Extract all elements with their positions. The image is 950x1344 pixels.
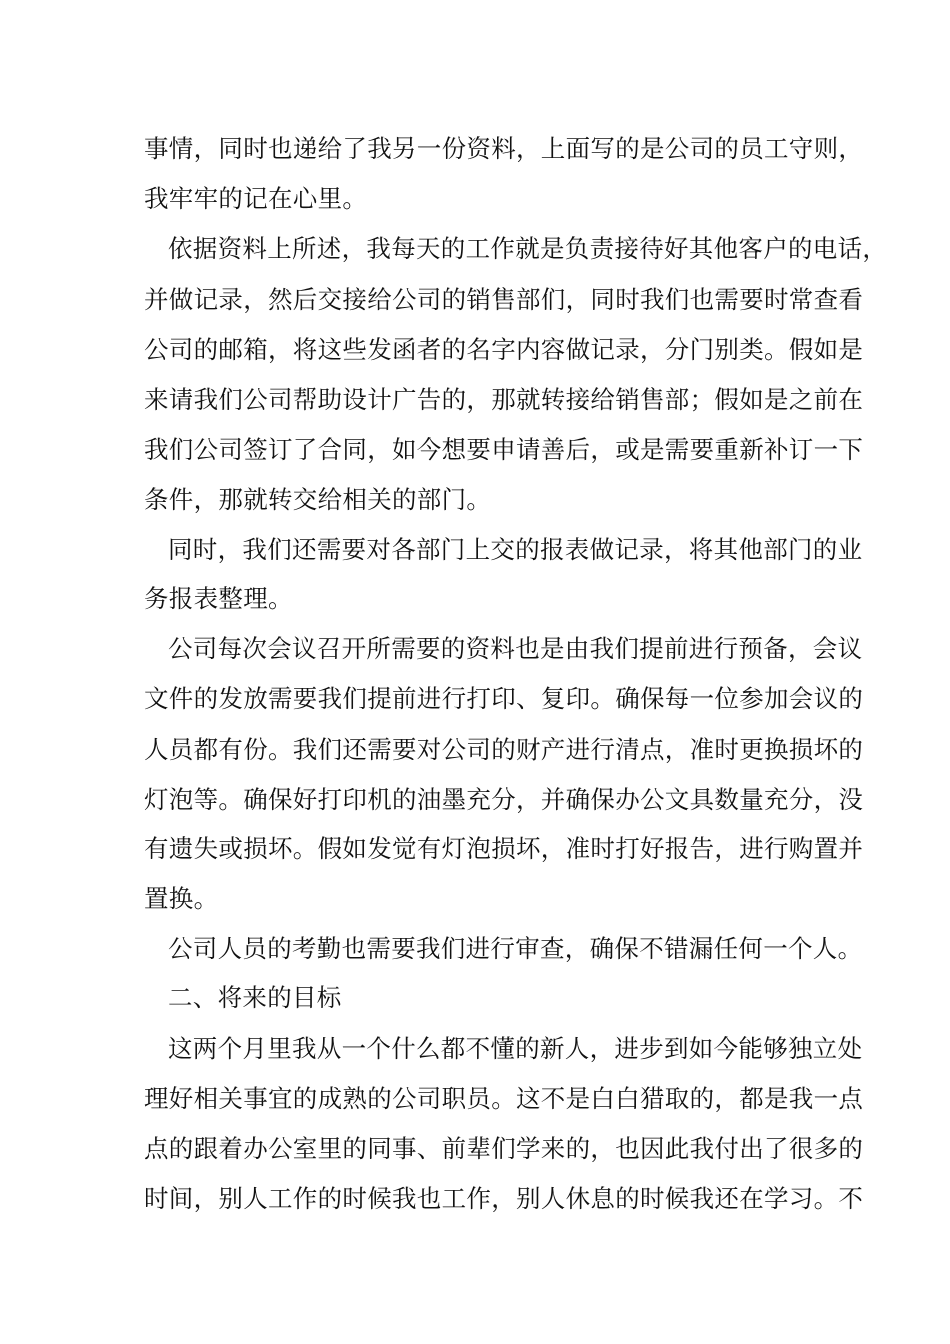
paragraph-first-line: 同时，我们还需要对各部门上交的报表做记录，将其他部门的业	[168, 535, 863, 564]
text-line: 我们公司签订了合同，如今想要申请善后，或是需要重新补订一下	[144, 435, 864, 464]
text-line: 来请我们公司帮助设计广告的，那就转接给销售部；假如是之前在	[144, 385, 864, 414]
text-line: 时间，别人工作的时候我也工作，别人休息的时候我还在学习。不	[144, 1184, 864, 1213]
text-line: 并做记录，然后交接给公司的销售部们，同时我们也需要时常查看	[144, 285, 864, 314]
text-line: 事情，同时也递给了我另一份资料，上面写的是公司的员工守则，	[144, 134, 864, 163]
text-line: 公司的邮箱，将这些发函者的名字内容做记录，分门别类。假如是	[144, 335, 864, 364]
text-line: 点的跟着办公室里的同事、前辈们学来的，也因此我付出了很多的	[144, 1134, 864, 1163]
text-line: 务报表整理。	[144, 584, 293, 613]
text-line: 置换。	[144, 884, 219, 913]
text-line: 条件，那就转交给相关的部门。	[144, 485, 492, 514]
text-line: 文件的发放需要我们提前进行打印、复印。确保每一位参加会议的	[144, 684, 864, 713]
text-line: 灯泡等。确保好打印机的油墨充分，并确保办公文具数量充分，没	[144, 785, 864, 814]
text-line: 人员都有份。我们还需要对公司的财产进行清点，准时更换损坏的	[144, 735, 864, 764]
section-heading: 二、将来的目标	[168, 983, 342, 1012]
paragraph-first-line: 公司每次会议召开所需要的资料也是由我们提前进行预备，会议	[168, 634, 863, 663]
text-line: 有遗失或损坏。假如发觉有灯泡损坏，准时打好报告，进行购置并	[144, 834, 864, 863]
paragraph-first-line: 依据资料上所述，我每天的工作就是负责接待好其他客户的电话，	[168, 234, 888, 263]
paragraph-first-line: 这两个月里我从一个什么都不懂的新人，进步到如今能够独立处	[168, 1034, 863, 1063]
text-line: 理好相关事宜的成熟的公司职员。这不是白白猎取的，都是我一点	[144, 1084, 864, 1113]
text-line: 我牢牢的记在心里。	[144, 184, 368, 213]
paragraph-first-line: 公司人员的考勤也需要我们进行审查，确保不错漏任何一个人。	[168, 934, 863, 963]
